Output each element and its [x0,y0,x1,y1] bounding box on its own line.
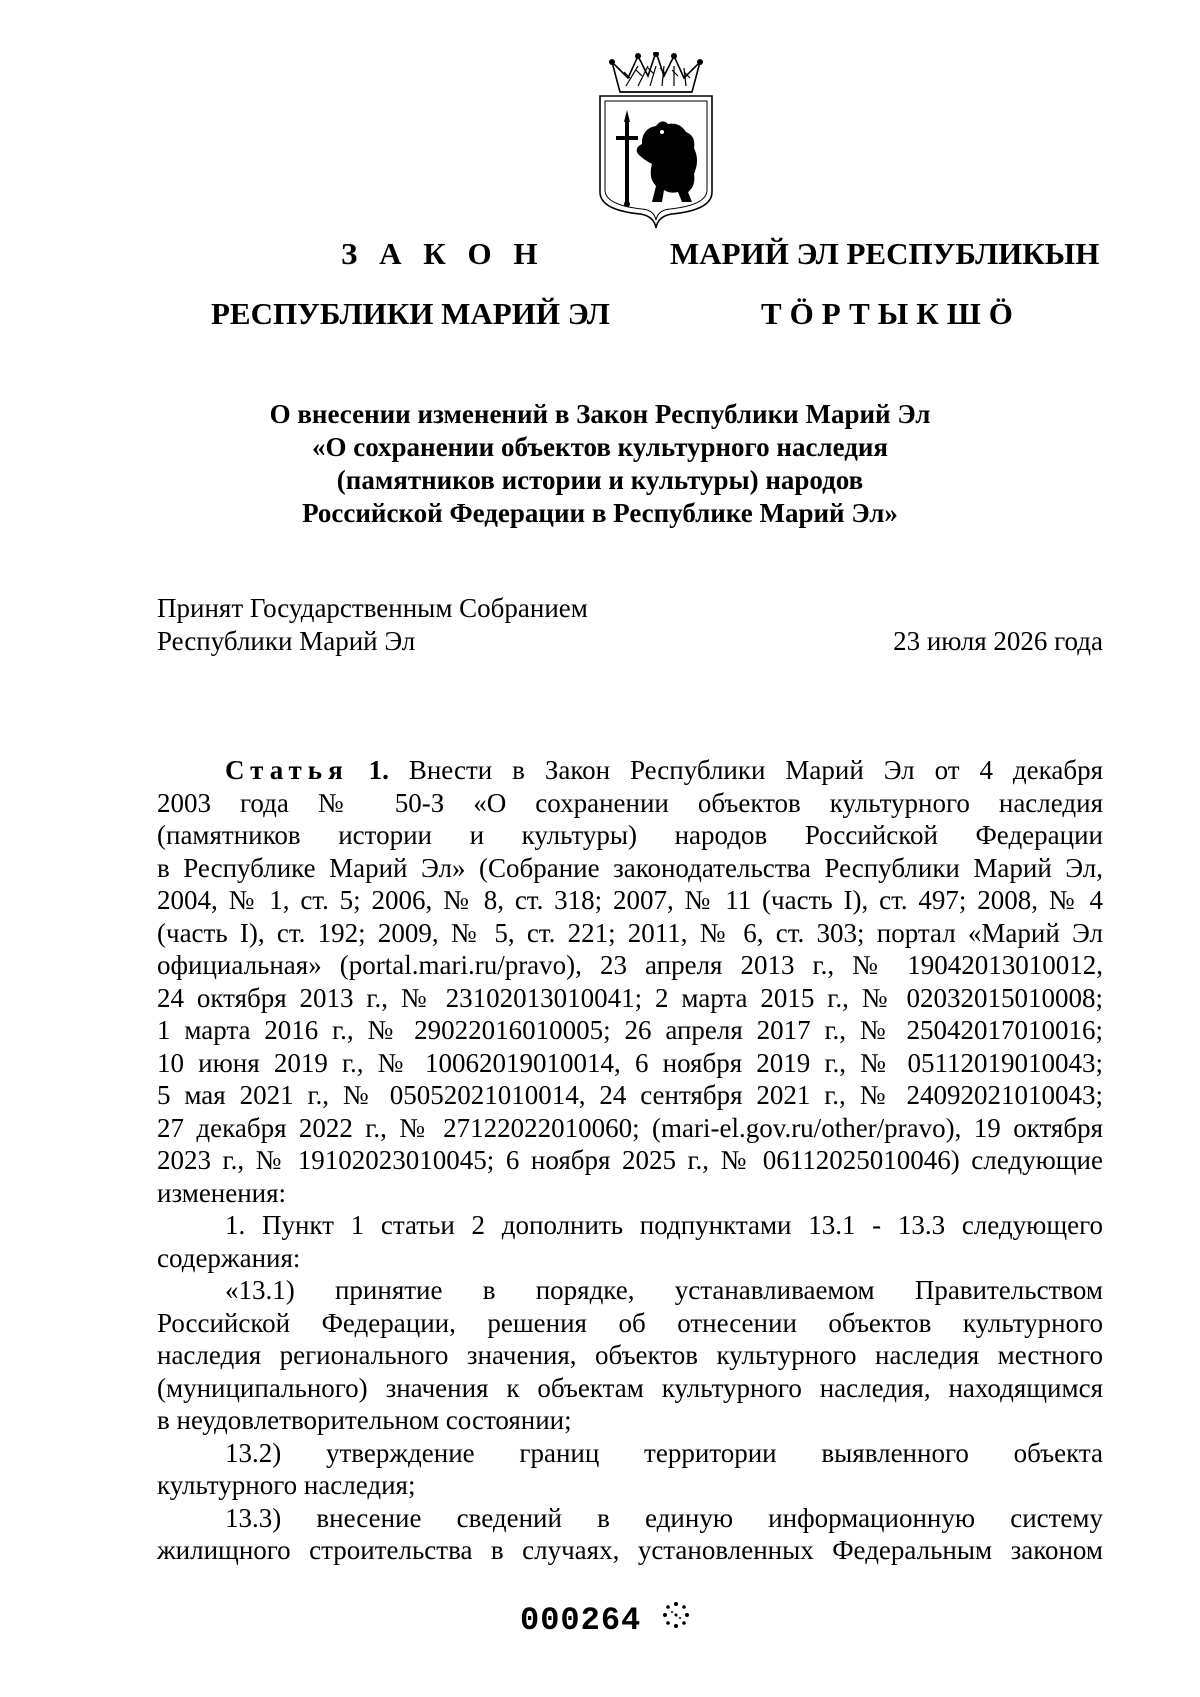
subitem-13-2-line: 13.2) утверждение границ территории выявленного объекта [225,1437,1103,1468]
republic-name-ru: РЕСПУБЛИКИ МАРИЙ ЭЛ [211,296,610,331]
article-line: официальная» (portal.mari.ru/pravo), 23 апреля 2013 г., № 19042013010012, [157,950,1103,980]
article-line: 10 июня 2019 г., № 10062019010014, 6 ноября 2019 г., № 05112019010043; [157,1047,1103,1078]
article-line: 2023 г., № 19102023010045; 6 ноября 2025 г., № 06112025010046) следующие [157,1145,1103,1175]
asterisk-seal-icon [661,1600,691,1630]
item-1-line: 1. Пункт 1 статьи 2 дополнить подпунктами 13.1 - 13.3 следующего [225,1210,1103,1240]
item-1-line: содержания: [157,1242,301,1273]
article-number: 1. [368,755,389,785]
subitem-13-3-line: жилищного строительства в случаях, установленных Федеральным законом [157,1535,1103,1565]
article-line: (памятников истории и культуры) народов Российской Федерации [157,820,1103,850]
article-label: Статья [225,755,349,785]
form-serial-number: 000264 [520,1602,642,1639]
coat-of-arms-icon [598,52,714,230]
subitem-13-1-line: (муниципального) значения к объектам культурного наследия, находящимся [157,1372,1103,1403]
article-text: Внести в Закон Республики Марий Эл от 4 декабря [408,755,1104,785]
article-line: в Республике Марий Эл» (Собрание законодательства Республики Марий Эл, [157,852,1103,883]
title-line: «О сохранении объектов культурного наследия [311,432,889,462]
title-line: (памятников истории и культуры) народов [336,465,864,495]
subitem-13-1-line: Российской Федерации, решения об отнесении объектов культурного [157,1307,1103,1338]
article-1 [157,754,1103,1567]
adoption-line: Республики Марий Эл [157,626,416,656]
document-title [160,398,1040,530]
article-line: 2003 года № 50-З «О сохранении объектов культурного наследия [157,787,1103,818]
subitem-13-1-line: наследия регионального значения, объектов культурного наследия местного [157,1340,1103,1370]
article-line: (часть I), ст. 192; 2009, № 5, ст. 221; 2011, № 6, ст. 303; портал «Марий Эл [157,917,1103,948]
article-line: 24 октября 2013 г., № 23102013010041; 2 марта 2015 г., № 02032015010008; [157,982,1103,1013]
subitem-13-1-line: «13.1) принятие в порядке, устанавливаемом Правительством [225,1275,1103,1305]
article-line: 1 марта 2016 г., № 29022016010005; 26 апреля 2017 г., № 25042017010016; [157,1015,1103,1045]
subitem-13-3-line: 13.3) внесение сведений в единую информационную систему [225,1502,1103,1533]
article-1-first-line [157,754,1103,787]
law-title-ru: З А К О Н [341,236,545,271]
article-line: 27 декабря 2022 г., № 27122022010060; (mari-el.gov.ru/other/pravo), 19 октября [157,1112,1103,1143]
article-line: 5 мая 2021 г., № 05052021010014, 24 сентября 2021 г., № 24092021010043; [157,1080,1103,1110]
title-line: Российской Федерации в Республике Марий Эл» [302,498,898,528]
title-line: О внесении изменений в Закон Республики Марий Эл [269,399,931,429]
adoption-date: 23 июля 2026 года [893,626,1103,656]
article-line: изменения: [157,1177,287,1208]
adoption-line: Принят Государственным Собранием [157,593,588,623]
adoption-info [157,592,588,658]
subitem-13-2-line: культурного наследия; [157,1470,416,1500]
subitem-13-1-line: в неудовлетворительном состоянии; [157,1405,572,1435]
article-line: 2004, № 1, ст. 5; 2006, № 8, ст. 318; 2007, № 11 (часть I), ст. 497; 2008, № 4 [157,885,1103,915]
law-title-mari: ТӦРТЫКШӦ [761,296,1021,331]
republic-name-mari: МАРИЙ ЭЛ РЕСПУБЛИКЫН [670,236,1100,271]
